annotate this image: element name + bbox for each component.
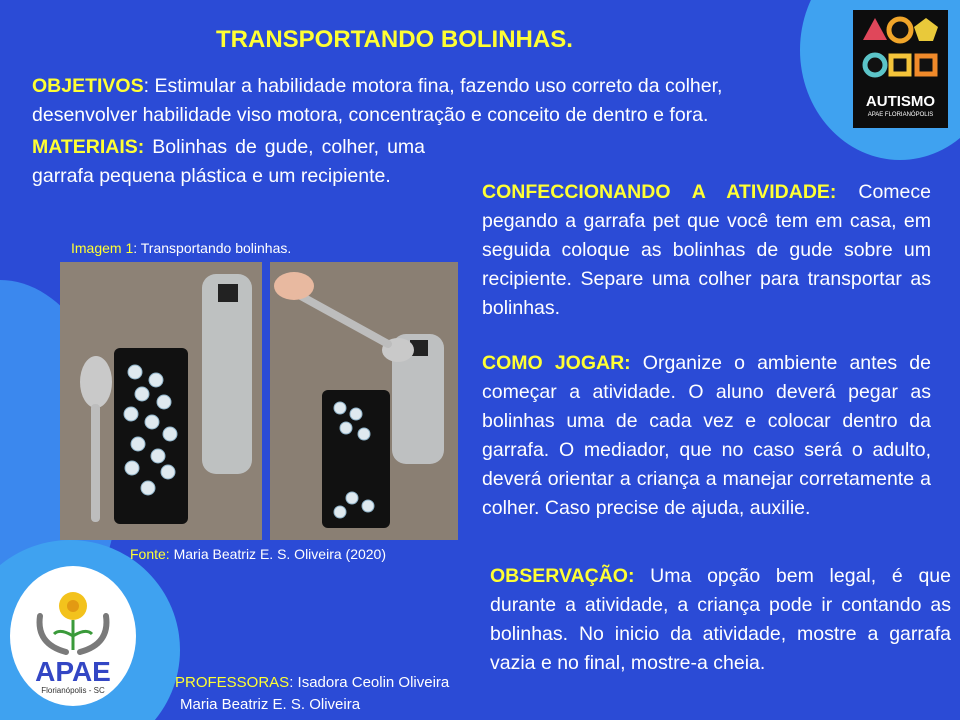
image-caption (71, 240, 291, 256)
photo-illustration (270, 262, 458, 540)
autismo-logo (853, 10, 948, 128)
autismo-logo-subtext: APAE FLORIANÓPOLIS (867, 112, 934, 118)
image-caption-label: Imagem 1 (71, 240, 134, 256)
source-caption (130, 546, 386, 562)
autismo-logo-text: AUTISMO (865, 93, 936, 110)
professoras-credit (175, 672, 449, 716)
source-text: Maria Beatriz E. S. Oliveira (2020) (169, 546, 386, 562)
photo-marbles-tray-spoon-bottle (60, 262, 262, 540)
photo-illustration (60, 262, 262, 540)
materiais-paragraph (32, 133, 425, 191)
apae-logo (10, 566, 136, 706)
objetivos-label: OBJETIVOS (32, 75, 144, 97)
materiais-label: MATERIAIS: (32, 136, 145, 158)
como-jogar-text: Organize o ambiente antes de começar a atividade. O aluno deverá pegar as bolinhas uma de cada vez e colocar dentro da garrafa. O mediador, que no caso será o adulto, deverá orientar a criança a manejar corretamente a colher. Caso precise de ajuda, auxilie. (482, 352, 931, 519)
apae-logo-text: APAE (35, 656, 111, 687)
objetivos-text: : Estimular a habilidade motora fina, fazendo uso correto da colher, desenvolver habilidade viso motora, concentração e conceito de dentro e fora. (32, 75, 723, 126)
autismo-shapes-icon (853, 10, 948, 94)
materiais-text: Bolinhas de gude, colher, uma garrafa pequena plástica e um recipiente. (32, 136, 425, 187)
confeccionando-label: CONFECCIONANDO A ATIVIDADE: (482, 181, 837, 203)
observacao-label: OBSERVAÇÃO: (490, 565, 635, 587)
professoras-line1: : Isadora Ceolin Oliveira (289, 674, 450, 691)
confeccionando-text: Comece pegando a garrafa pet que você tem em casa, em seguida coloque as bolinhas de gude sobre um recipiente. Separe uma colher para transportar as bolinhas. (482, 181, 931, 319)
image-caption-text: : Transportando bolinhas. (133, 240, 292, 256)
confeccionando-paragraph (482, 178, 931, 323)
observacao-text: Uma opção bem legal, é que durante a atividade, a criança pode ir contando as bolinhas. No inicio da atividade, mostre a garrafa vazia e no final, mostre-a cheia. (490, 565, 951, 674)
como-jogar-label: COMO JOGAR: (482, 352, 631, 374)
professoras-line2: Maria Beatriz E. S. Oliveira (180, 696, 361, 713)
page-title: TRANSPORTANDO BOLINHAS. (216, 26, 573, 53)
apae-logo-city: Florianópolis - SC (41, 686, 105, 695)
source-label: Fonte: (130, 546, 170, 562)
apae-flower-hands-icon (10, 566, 136, 656)
objetivos-paragraph (32, 72, 812, 130)
professoras-label: PROFESSORAS (175, 674, 290, 691)
photo-transporting-marble-with-spoon (270, 262, 458, 540)
como-jogar-paragraph (482, 349, 931, 523)
observacao-paragraph (490, 562, 951, 678)
